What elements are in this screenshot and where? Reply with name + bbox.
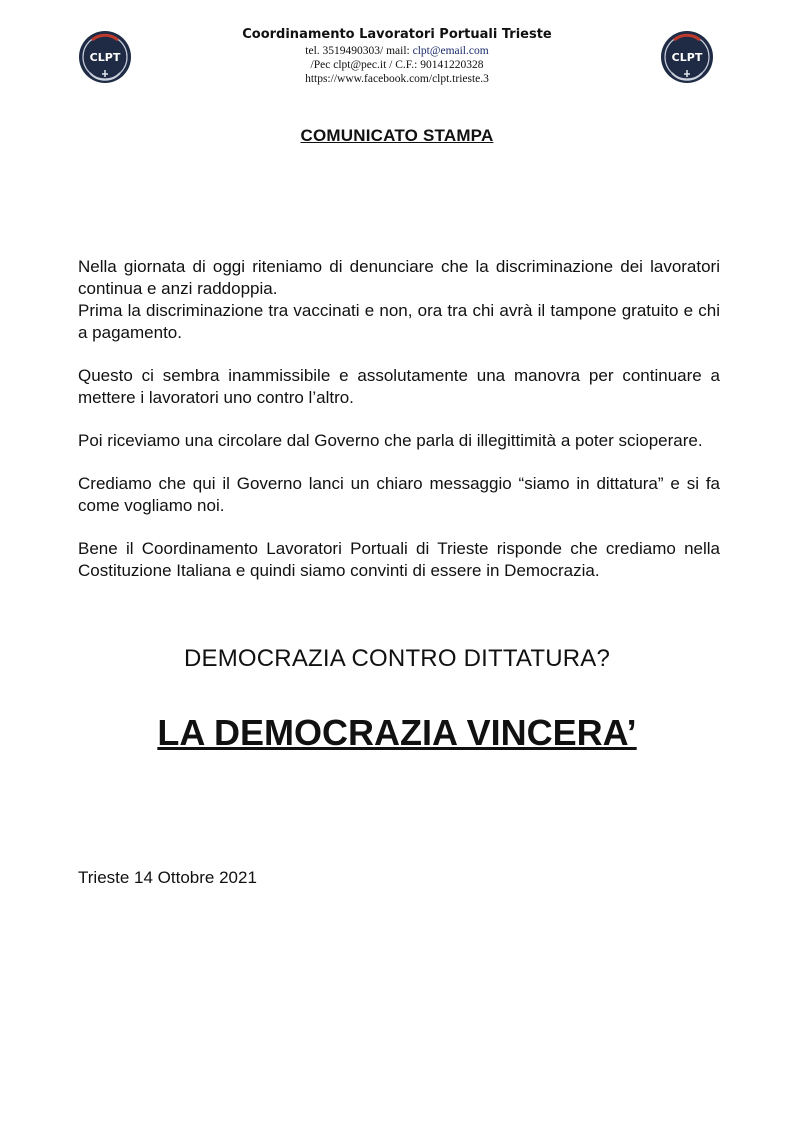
press-release-body bbox=[78, 256, 720, 603]
org-name: Coordinamento Lavoratori Portuali Trieste bbox=[242, 27, 552, 42]
email-link[interactable]: clpt@email.com bbox=[412, 45, 489, 57]
cf-number: / C.F.: 90141220328 bbox=[386, 59, 484, 71]
facebook-link[interactable]: https://www.facebook.com/clpt.trieste.3 bbox=[305, 73, 489, 85]
date-place: Trieste 14 Ottobre 2021 bbox=[78, 868, 257, 887]
pec-label: /Pec bbox=[310, 59, 334, 71]
contact-phone-mail bbox=[0, 44, 794, 58]
logo-text: CLPT bbox=[671, 51, 703, 64]
paragraph-5: Bene il Coordinamento Lavoratori Portuali di Trieste risponde che crediamo nella Costituzione Italiana e quindi siamo convinti di essere in Democrazia. bbox=[78, 539, 720, 580]
paragraph-2: Questo ci sembra inammissibile e assolutamente una manovra per continuare a mettere i lavoratori uno contro l’altro. bbox=[78, 366, 720, 407]
document-title: COMUNICATO STAMPA bbox=[300, 126, 494, 145]
paragraph-1b: Prima la discriminazione tra vaccinati e non, ora tra chi avrà il tampone gratuito e chi a pagamento. bbox=[78, 301, 720, 342]
paragraph-4: Crediamo che qui il Governo lanci un chiaro messaggio “siamo in dittatura” e si fa come vogliamo noi. bbox=[78, 474, 720, 515]
paragraph-1a: Nella giornata di oggi riteniamo di denunciare che la discriminazione dei lavoratori continua e anzi raddoppia. bbox=[78, 257, 720, 298]
paragraph-3: Poi riceviamo una circolare dal Governo che parla di illegittimità a poter scioperare. bbox=[78, 431, 703, 450]
headline-main: LA DEMOCRAZIA VINCERA’ bbox=[157, 712, 637, 753]
contact-pec-cf bbox=[0, 58, 794, 72]
letterhead bbox=[0, 26, 794, 86]
tel-label: tel. 3519490303/ mail: bbox=[305, 45, 413, 57]
pec-address[interactable]: clpt@pec.it bbox=[333, 59, 387, 71]
logo-text: CLPT bbox=[89, 51, 121, 64]
headline-question: DEMOCRAZIA CONTRO DITTATURA? bbox=[183, 645, 611, 672]
